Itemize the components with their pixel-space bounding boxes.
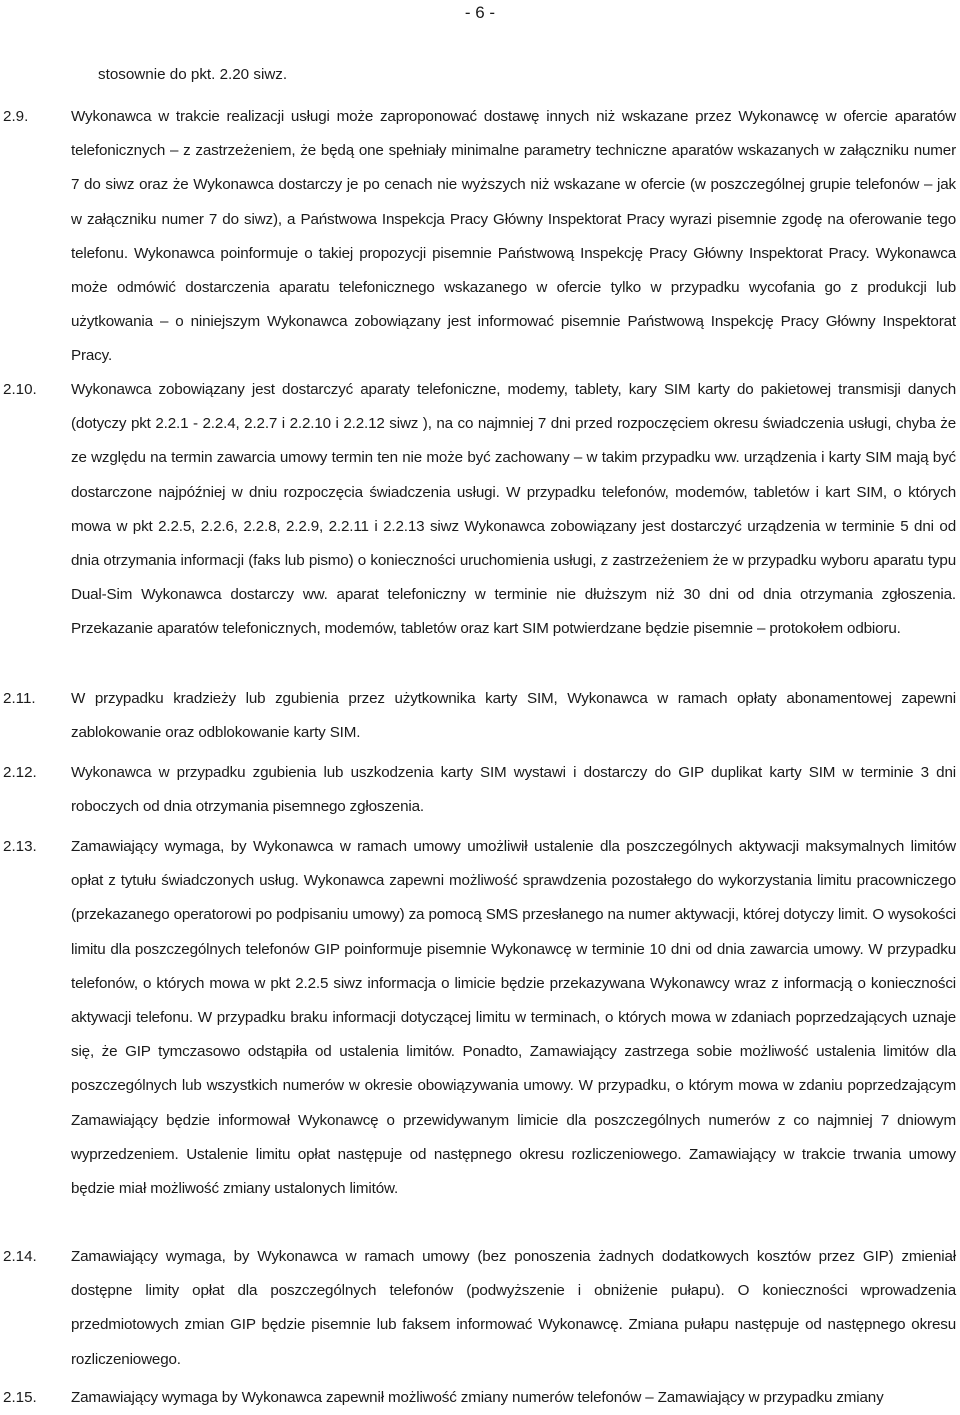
section-text: Wykonawca w przypadku zgubienia lub uszkodzenia karty SIM wystawi i dostarczy do GIP duplikat karty SIM w terminie 3 dni roboczych od dnia otrzymania pisemnego zgłoszenia. (71, 764, 956, 816)
section-text: Wykonawca w trakcie realizacji usługi może zaproponować dostawę innych niż wskazane przez Wykonawcę w ofercie aparatów telefonicznych – z zastrzeżeniem, że będą one spełniały minimalne parametry techniczne aparatów wskazanych w załączniku numer 7 do siwz oraz że Wykonawca dostarczy je po cenach nie wyższych niż wskazane w ofercie (w poszczególnej grupie telefonów – jak w załączniku numer 7 do siwz), a Państwowa Inspekcja Pracy Główny Inspektorat Pracy wyrazi pisemnie zgodę na oferowanie tego telefonu. Wykonawca poinformuje o takiej propozycji pisemnie Państwową Inspekcję Pracy Główny Inspektorat Pracy. Wykonawca może odmówić dostarczenia aparatu telefonicznego wskazanego w ofercie tylko w przypadku wycofania go z produkcji lub użytkowania – o niniejszym Wykonawca zobowiązany jest informować pisemnie Państwową Inspekcję Pracy Główny Inspektorat Pracy. (71, 108, 956, 365)
section-2-14 (0, 1240, 960, 1377)
section-2-12 (0, 756, 960, 824)
section-text: Zamawiający wymaga, by Wykonawca w ramach umowy umożliwił ustalenie dla poszczególnych aktywacji maksymalnych limitów opłat z tytułu świadczonych usług. Wykonawca zapewni możliwość sprawdzenia pozostałego do wykorzystania limitu pracowniczego (przekazanego operatorowi po podpisaniu umowy) za pomocą SMS przesłanego na numer aktywacji, której dotyczy limit. O wysokości limitu dla poszczególnych telefonów GIP poinformuje pisemnie Wykonawcę w terminie 10 dni od dnia zawarcia umowy. W przypadku telefonów, o których mowa w pkt 2.2.5 siwz informacja o limicie będzie przekazywana Wykonawcy wraz z informacją o konieczności aktywacji telefonu. W przypadku braku informacji dotyczącej limitu w terminach, o których mowa w zdaniach poprzedzających uznaje się, że GIP tymczasowo odstąpiła od ustalenia limitów. Ponadto, Zamawiający zastrzega sobie możliwość ustalenia limitów dla poszczególnych lub wszystkich numerów w okresie obowiązywania umowy. W przypadku, o którym mowa w zdaniu poprzedzającym Zamawiający będzie informował Wykonawcę o przewidywanym limicie dla poszczególnych numerów z co najmniej 7 dniowym wyprzedzeniem. Ustalenie limitu opłat następuje od następnego okresu rozliczeniowego. Zamawiający w trakcie trwania umowy będzie miał możliwość zmiany ustalonych limitów. (71, 838, 956, 1198)
continuation-text: stosownie do pkt. 2.20 siwz. (98, 66, 288, 83)
section-text: Zamawiający wymaga by Wykonawca zapewnił możliwość zmiany numerów telefonów – Zamawiający w przypadku zmiany (71, 1389, 884, 1406)
section-number: 2.13. (3, 838, 37, 855)
section-number: 2.11. (3, 690, 36, 707)
section-text: W przypadku kradzieży lub zgubienia przez użytkownika karty SIM, Wykonawca w ramach opłaty abonamentowej zapewni zablokowanie oraz odblokowanie karty SIM. (71, 690, 956, 742)
section-2-10 (0, 373, 960, 647)
section-number: 2.12. (3, 764, 37, 781)
section-number: 2.10. (3, 381, 37, 398)
section-text: Zamawiający wymaga, by Wykonawca w ramach umowy (bez ponoszenia żadnych dodatkowych kosztów przez GIP) zmieniał dostępne limity opłat dla poszczególnych telefonów (podwyższenie i obniżenie pułapu). O konieczności wprowadzenia przedmiotowych zmian GIP będzie pisemnie lub faksem informować Wykonawcę. Zmiana pułapu następuje od następnego okresu rozliczeniowego. (71, 1248, 956, 1368)
section-2-13 (0, 830, 960, 1206)
page-number: - 6 - (464, 3, 496, 22)
section-2-9 (0, 100, 960, 374)
section-number: 2.14. (3, 1248, 37, 1265)
section-text: Wykonawca zobowiązany jest dostarczyć aparaty telefoniczne, modemy, tablety, kary SIM karty do pakietowej transmisji danych (dotyczy pkt 2.2.1 - 2.2.4, 2.2.7 i 2.2.10 i 2.2.12 siwz ), na co najmniej 7 dni przed rozpoczęciem okresu świadczenia usługi, chyba że ze względu na termin zawarcia umowy termin ten nie może być zachowany – w takim przypadku ww. urządzenia i karty SIM mają być dostarczone najpóźniej w dniu rozpoczęcia świadczenia usługi. W przypadku telefonów, modemów, tabletów i kart SIM, o których mowa w pkt 2.2.5, 2.2.6, 2.2.8, 2.2.9, 2.2.11 i 2.2.13 siwz Wykonawca zobowiązany jest dostarczyć urządzenia w terminie 5 dni od dnia otrzymania informacji (faks lub pismo) o konieczności uruchomienia usługi, z zastrzeżeniem że w przypadku wyboru aparatu typu Dual-Sim Wykonawca dostarczy ww. aparat telefoniczny w terminie nie dłuższym niż 30 dni od dnia otrzymania zgłoszenia. Przekazanie aparatów telefonicznych, modemów, tabletów oraz kart SIM potwierdzane będzie pisemnie – protokołem odbioru. (71, 381, 956, 638)
section-2-11 (0, 682, 960, 750)
section-number: 2.15. (3, 1389, 37, 1406)
section-number: 2.9. (3, 108, 29, 125)
